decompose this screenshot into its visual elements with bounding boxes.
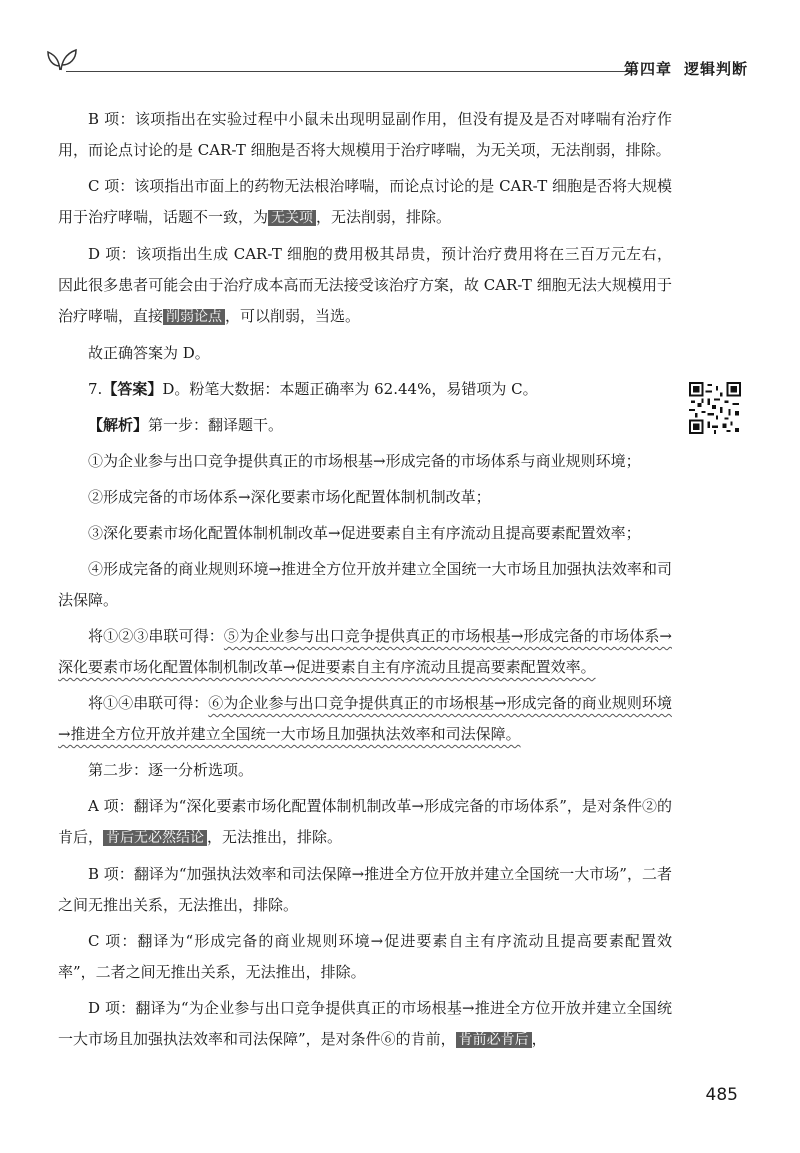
header-rule [66,71,636,72]
chapter-title: 逻辑判断 [683,60,748,78]
analysis-option-c: C 项：翻译为“形成完备的商业规则环境→促进要素自主有序流动且提高要素配置效率”，二者之间无推出关系，无法推出，排除。 [58,932,672,981]
analysis-option-a: A 项：翻译为“深化要素市场化配置体制机制改革→形成完备的市场体系”，是对条件②的肯后， 肯后无必然结论 ，无法推出，排除。 [58,797,672,846]
highlight-tag: 肯后无必然结论 [103,830,207,846]
highlight-tag: 肯前必肯后 [456,1032,532,1048]
highlight-tag: 削弱论点 [163,309,225,325]
paragraph-answer-6: 故正确答案为 D。 [88,344,210,362]
highlight-tag: 无关项 [268,210,316,226]
condition-3: ③深化要素市场化配置体制机制改革→促进要素自主有序流动且提高要素配置效率； [88,524,641,542]
chain-5: 将①②③串联可得：⑤为企业参与出口竞争提供真正的市场根基→形成完备的市场体系→深化要素市场化配置体制机制改革→促进要素自主有序流动且提高要素配置效率。 [58,627,672,676]
condition-2: ②形成完备的市场体系→深化要素市场化配置体制机制改革； [88,488,491,506]
paragraph-option-c: C 项：该项指出市面上的药物无法根治哮喘，而论点讨论的是 CAR-T 细胞是否将大规模用于治疗哮喘，话题不一致，为 无关项 ，无法削弱，排除。 [58,177,672,226]
analysis-option-b: B 项：翻译为“加强执法效率和司法保障→推进全方位开放并建立全国统一大市场”，二者之间无推出关系，无法推出，排除。 [58,865,672,914]
chapter-number: 第四章 [623,60,672,78]
page-header [44,44,748,80]
analysis-option-d: D 项：翻译为“为企业参与出口竞争提供真正的市场根基→推进全方位开放并建立全国统一大市场且加强执法效率和司法保障”，是对条件⑥的肯前， 肯前必肯后 ， [58,999,672,1048]
step-2: 第二步：逐一分析选项。 [88,761,254,779]
page-number: 485 [705,1085,738,1105]
paragraph-q7-answer: 7.【答案】D。粉笔大数据：本题正确率为 62.44%，易错项为 C。 [88,380,538,398]
page-body [58,104,672,1061]
condition-1: ①为企业参与出口竞争提供真正的市场根基→形成完备的市场体系与商业规则环境； [88,452,641,470]
paragraph-q7-analysis: 【解析】第一步：翻译题干。 [88,416,284,434]
paragraph-option-b: B 项：该项指出在实验过程中小鼠未出现明显副作用，但没有提及是否对哮喘有治疗作用，而论点讨论的是 CAR-T 细胞是否将大规模用于治疗哮喘，为无关项，无法削弱，排除。 [58,110,672,159]
chapter-heading [612,58,748,79]
chain-6: 将①④串联可得：⑥为企业参与出口竞争提供真正的市场根基→形成完备的商业规则环境→推进全方位开放并建立全国统一大市场且加强执法效率和司法保障。 [58,694,672,743]
condition-4: ④形成完备的商业规则环境→推进全方位开放并建立全国统一大市场且加强执法效率和司法保障。 [58,560,672,609]
qr-code-icon[interactable] [689,382,741,434]
leaf-icon [44,44,80,74]
paragraph-option-d: D 项：该项指出生成 CAR-T 细胞的费用极其昂贵，预计治疗费用将在三百万元左右，因此很多患者可能会由于治疗成本高而无法接受该治疗方案，故 CAR-T 细胞无法大规模用于治疗哮喘，直接 削弱论点 ，可以削弱，当选。 [58,245,672,325]
